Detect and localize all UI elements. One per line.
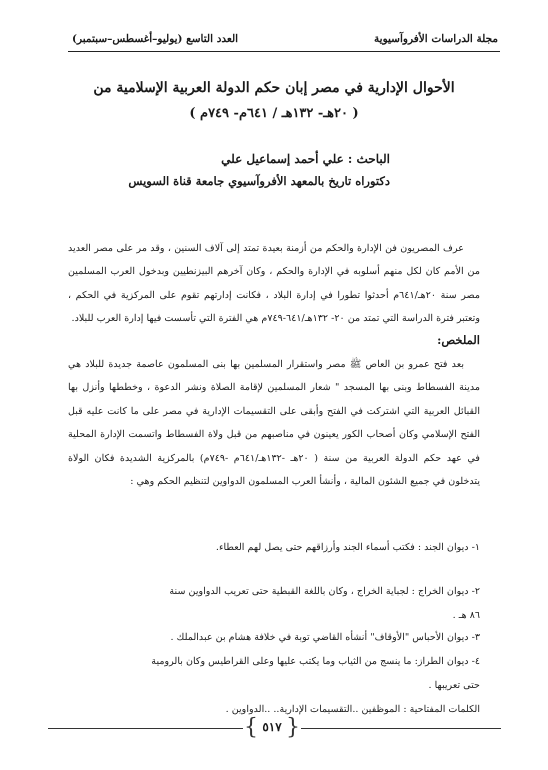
footer-rule-right: [301, 728, 501, 729]
summary-heading: الملخص:: [437, 333, 480, 347]
intro-paragraph: [68, 237, 480, 331]
right-brace-icon: }: [286, 715, 300, 740]
summary-paragraph: [68, 353, 480, 493]
list-item-text: ٢- ديوان الخراج : لجباية الخراج ، وكان باللغة القبطية حتى تعريب الدواوين سنة: [169, 586, 480, 597]
list-item: [68, 580, 480, 603]
intro-text: عرف المصريون فن الإدارة والحكم من أزمنة بعيدة تمتد إلى آلاف السنين ، وقد مر على مصر العديد من الأمم كان لكل منهم أسلوبه في الإدارة والحكم ، وكان آخرهم البيزنطيين وبدخول العرب المسلمين مصر سنة ٢٠هـ/٦٤١م أحدثوا تطورا في إدارة البلاد ، فكانت إدارتهم تقوم على المركزية في الحكم ، وتعتبر فترة الدراسة التي تمتد من ٢٠- ١٣٢هـ/٦٤١-٧٤٩م هي الفترة التي تأسست فيها إدارة العرب للبلاد.: [68, 243, 480, 325]
article-title: الأحوال الإدارية في مصر إبان حكم الدولة العربية الإسلامية من: [93, 80, 455, 96]
list-item-text: ١- ديوان الجند : فكتب أسماء الجند وأرزاقهم حتى يصل لهم العطاء.: [215, 542, 480, 553]
list-item-text: ٤- ديوان الطراز: ما ينسج من الثياب وما يكتب عليها وعلى القراطيس وكان بالرومية: [151, 656, 480, 667]
summary-text: بعد فتح عمرو بن العاص ﷺ مصر واستقرار المسلمين بها بنى المسلمون عاصمة جديدة للبلاد هي مدينة الفسطاط وبنى بها المسجد " شعار المسلمين لإقامة الصلاة ونشر الدعوة ، وخططها وأنزل بها القبائل العربية التي اشتركت في الفتح وأبقى على التقسيمات الإدارية في مصر على ما كانت عليه قبل الفتح الإسلامي وكان أصحاب الكور يعينون في مناصبهم من قبل ولاة الفسطاط واتسمت الإدارة المحلية في عهد حكم الدولة العربية من سنة ( ٢٠هـ -١٣٢هـ/٦٤١م -٧٤٩م) بالمركزية الشديدة فكان الولاة يتدخلون في جميع الشئون المالية ، وأنشأ العرب المسلمون الدواوين لتنظيم الحكم وهي :: [68, 359, 480, 488]
keywords-text: الكلمات المفتاحية : الموظفين ..التقسيمات الإدارية.. ..الدواوين .: [225, 704, 480, 715]
list-item-continuation: [68, 674, 480, 697]
article-title-dates: ( ٢٠هـ- ١٣٢هـ / ٦٤١م- ٧٤٩م ): [189, 106, 359, 121]
list-item-text: ٣- ديوان الأحباس "الأوقاف" أنشأه القاضي توبة في خلافة هشام بن عبدالملك .: [170, 632, 480, 643]
list-item-text: حتى تعريبها .: [428, 680, 480, 691]
header-rule: [68, 51, 500, 52]
list-item-continuation: [68, 604, 480, 627]
list-item-text: ٨٦ هـ .: [452, 610, 480, 621]
list-item: [68, 626, 480, 649]
author-name: الباحث : علي أحمد إسماعيل علي: [221, 152, 390, 166]
author-affiliation: دكتوراه تاريخ بالمعهد الأفروآسيوي جامعة قناة السويس: [128, 174, 390, 188]
issue-label: العدد التاسع (يوليو–أغسطس–سبتمبر): [72, 33, 239, 45]
page-number: ٥١٧: [262, 720, 282, 734]
page-number-box: [244, 714, 300, 742]
journal-name: مجلة الدراسات الأفروآسيوية: [374, 33, 498, 45]
list-item: [68, 650, 480, 673]
footer-rule-left: [48, 728, 243, 729]
list-item: [68, 536, 480, 559]
left-brace-icon: {: [244, 715, 258, 740]
